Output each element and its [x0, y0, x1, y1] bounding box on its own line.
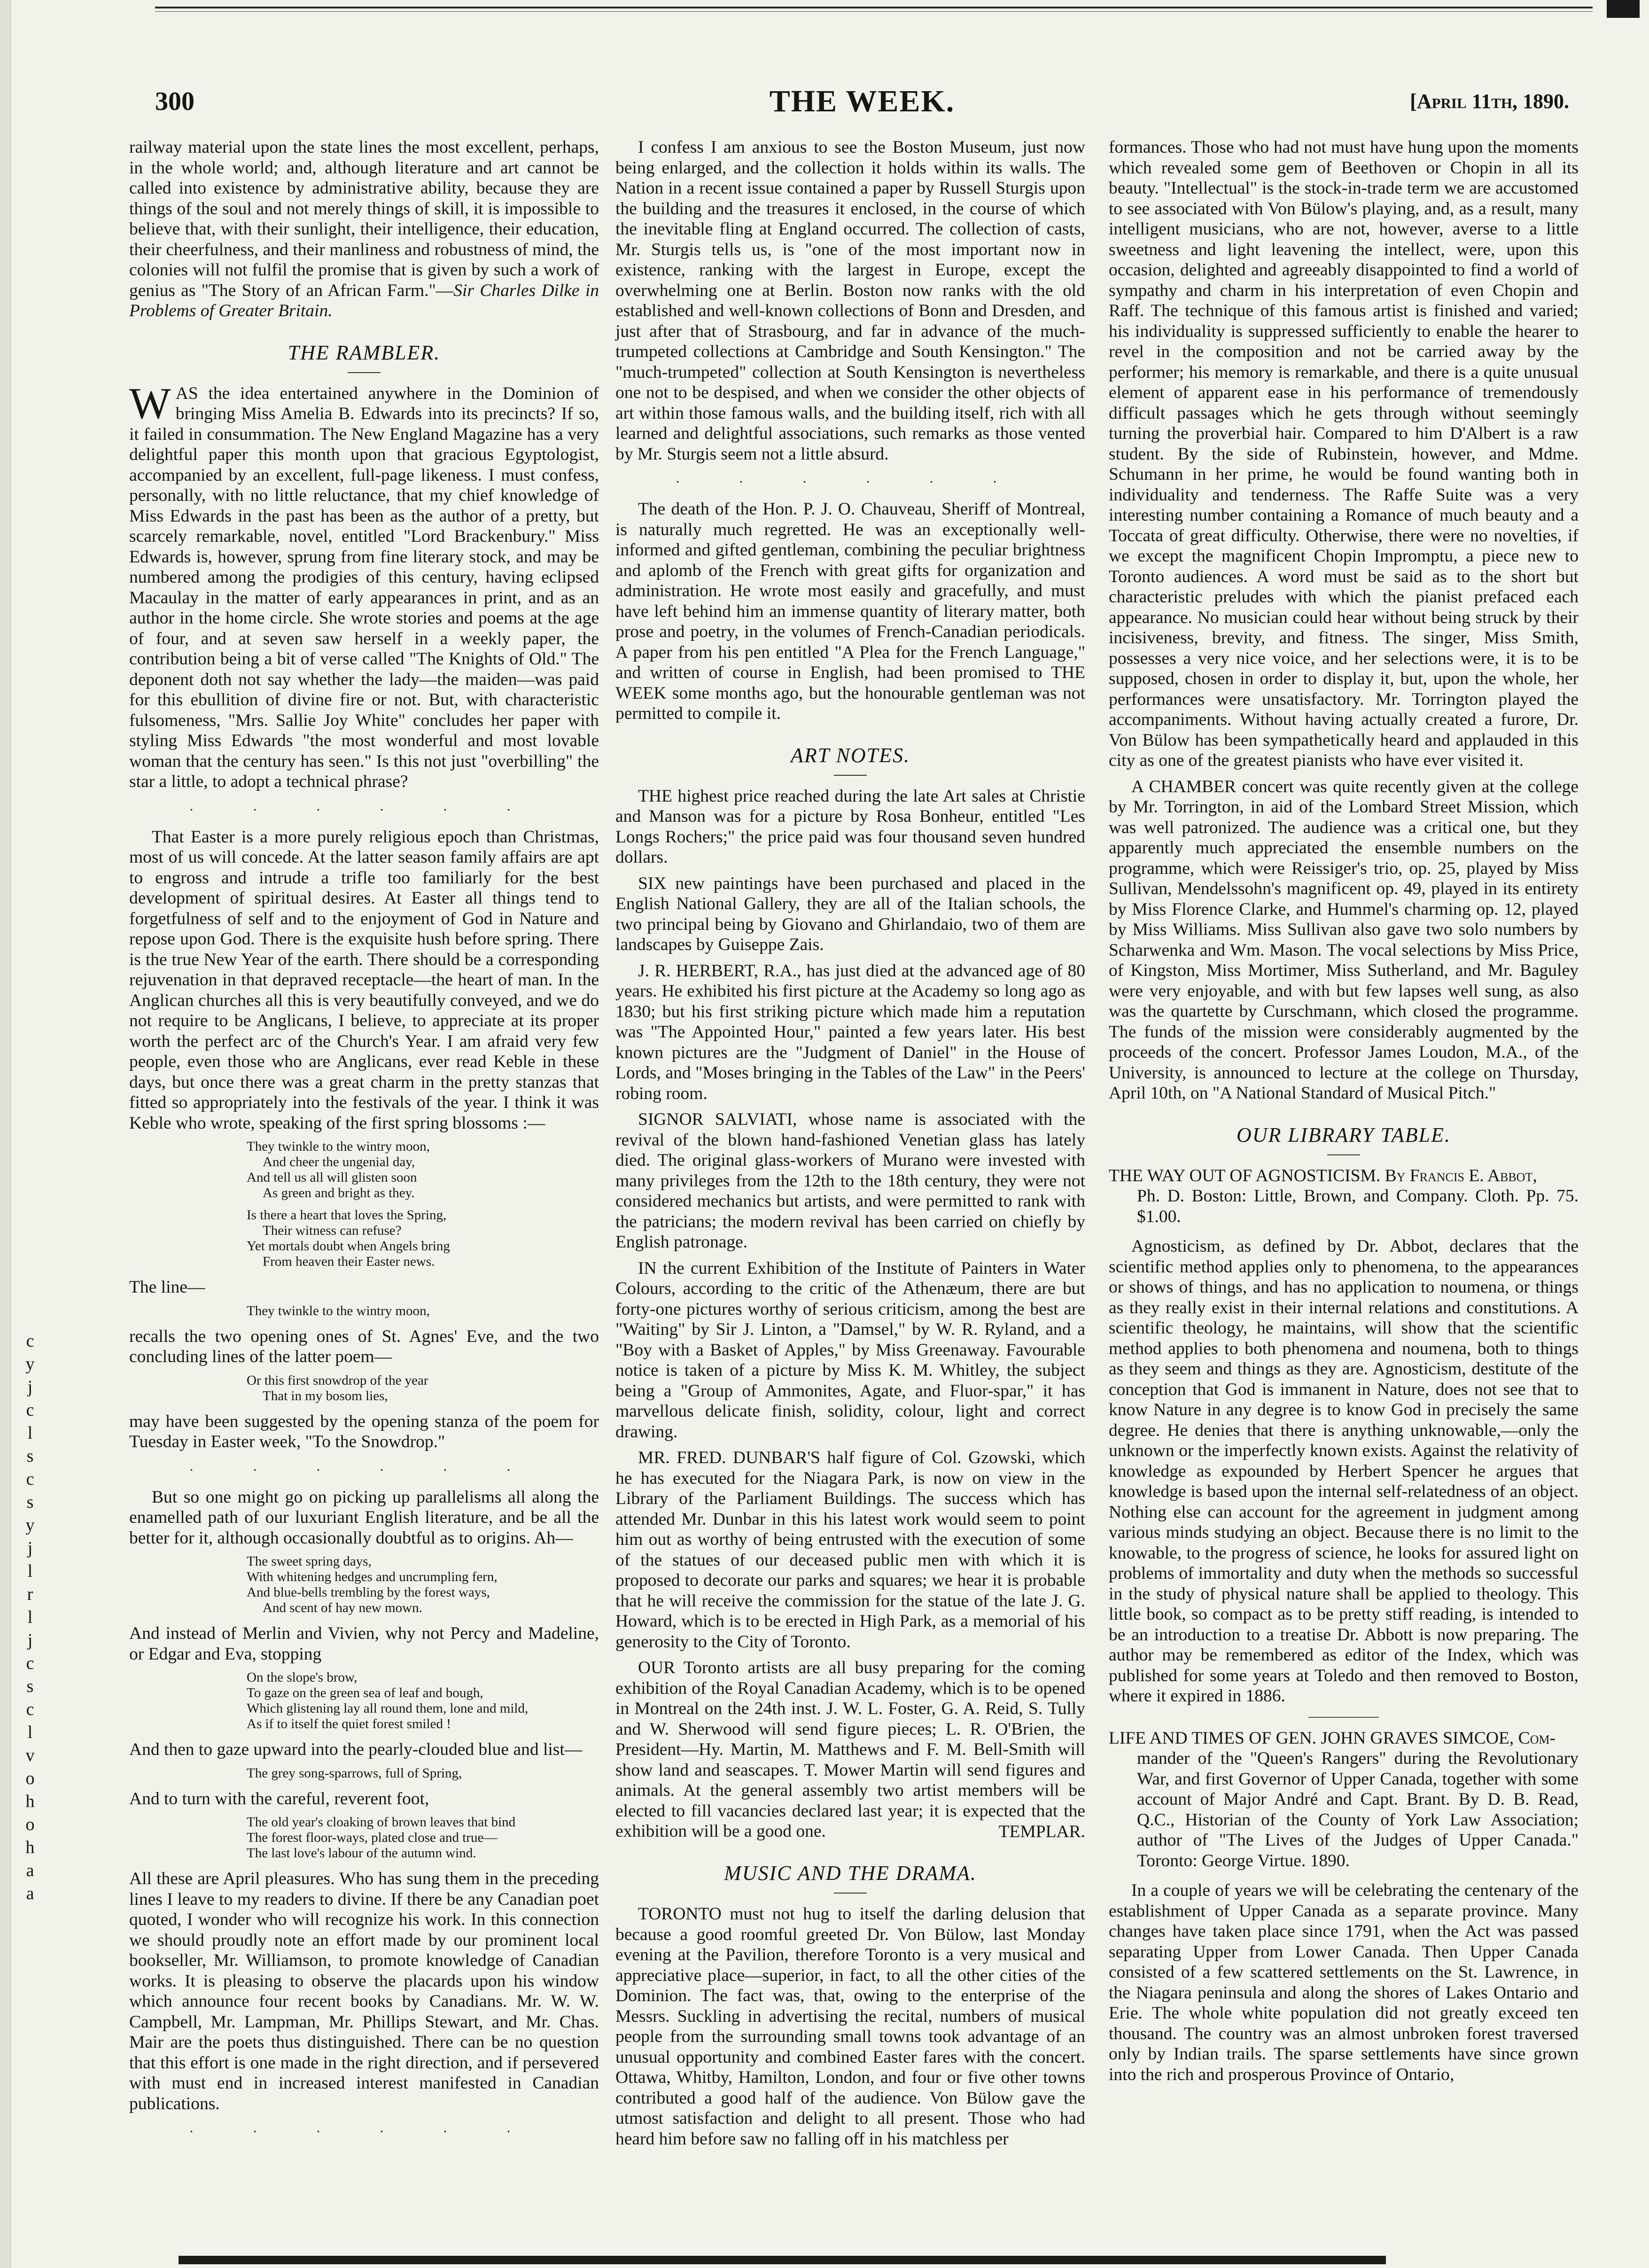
- paragraph: A CHAMBER concert was quite recently given at the college by Mr. Torrington, in aid of the Lombard Street Mission, which was well patronized. The audience was a critical one, but they apparently much appreciated the ensemble numbers on the programme, which were Reissiger's trio, op. 25, played by Miss Sullivan, Mendelssohn's magnificent op. 49, played in its entirety by Miss Florence Clarke, and Hummel's charming op. 12, played by Miss Williams. Miss Sullivan also gave two solo numbers by Scharwenka and Wm. Mason. The vocal selections by Miss Price, of Kingston, Miss Mortimer, Miss Sutherland, and Mr. Baguley were very enjoyable, and with but few lapses well sung, as also was the quartette by Curschmann, which closed the programme. The funds of the mission were considerably augmented by the proceeds of the concert. Professor James Loudon, M.A., of the University, is announced to lecture at the college on Thursday, April 10th, on "A National Standard of Musical Pitch.": [1109, 777, 1579, 1103]
- corner-mark: [1607, 0, 1640, 18]
- poem-line: Or this first snowdrop of the year: [247, 1372, 428, 1388]
- poem-line: Is there a heart that loves the Spring,: [247, 1208, 447, 1223]
- margin-letter: s: [26, 1492, 34, 1512]
- book-title: THE WAY OUT OF AGNOSTICISM. By Francis E. Abbot,: [1109, 1166, 1537, 1185]
- poem-line: And tell us all will glisten soon: [247, 1170, 417, 1185]
- margin-letter: l: [27, 1607, 33, 1627]
- poem-line: The last love's labour of the autumn wind.: [247, 1846, 476, 1861]
- poem-quote: [247, 1303, 599, 1319]
- separator-dots: . . . . . .: [189, 1458, 539, 1474]
- poem-quote: [247, 1766, 599, 1781]
- separator-rule: [1308, 1717, 1379, 1718]
- margin-letter: s: [26, 1446, 34, 1466]
- poem-line: The sweet spring days,: [247, 1554, 372, 1569]
- separator-dots: . . . . . .: [189, 798, 539, 814]
- page-left-edge: [0, 0, 11, 2268]
- poem-line: To gaze on the green sea of leaf and bough,: [247, 1685, 483, 1700]
- paragraph: formances. Those who had not must have hung upon the moments which revealed some gem of Beethoven or Chopin in all its beauty. "Intellectual" is the stock-in-trade term we are accustomed to see associated with Von Bülow's playing, and, as a result, many intelligent musicians, who are not, however, averse to a little sweetness and light leavening the intellect, were, upon this occasion, delighted and agreeably disappointed to find a world of sympathy and charm in his interpretation of even Chopin and Raff. The technique of this famous artist is finished and varied; his individuality is suppressed sufficiently to enable the hearer to revel in the composition and not be carried away by the performer; his memory is remarkable, and there is a quite unusual element of apparent ease in his performance of tremendously difficult passages which he gets through without seemingly turning the proverbial hair. Compared to him D'Albert is a raw student. By the side of Rubinstein, however, and Mdme. Schumann in her prime, he would be found wanting both in individuality and tenderness. The Raffe Suite was a very interesting number containing a Romance of much beauty and a Toccata of great difficulty. Otherwise, there were no novelties, if we except the magnificent Chopin Impromptu, a piece new to Toronto audiences. A word must be said as to the short but characteristic preludes with which the pianist prefaced each appearance. No musician could hear without being struck by their incisiveness, brevity, and fitness. The singer, Miss Smith, possesses a very nice voice, and her selections were, it is to be supposed, chosen in order to display it, but, upon the whole, her performances were unsatisfactory. Mr. Torrington played the accompaniments. Without having actually created a furore, Dr. Von Bülow has been sympathetically heard and applauded in this city as one of the greatest pianists who have ever visited it.: [1109, 138, 1579, 770]
- poem-line: Their witness can refuse?: [263, 1223, 402, 1238]
- poem-line: The grey song-sparrows, full of Spring,: [247, 1765, 462, 1781]
- column-2: [615, 137, 1085, 2155]
- margin-letter: y: [25, 1354, 35, 1374]
- paragraph: But so one might go on picking up parallelisms all along the enamelled path of our luxuriant English literature, and be all the better for it, although occasionally doubtful as to origins. Ah—: [129, 1487, 599, 1548]
- margin-letter: y: [25, 1515, 35, 1535]
- paragraph: SIGNOR SALVIATI, whose name is associated with the revival of the blown hand-fashioned Venetian glass has lately died. The original glass-workers of Murano were invested with many privileges from the 12th to the 18th century, they were not considered mechanics but artists, and were permitted to rank with the patricians; the modern revival has been carried on chiefly by English patronage.: [615, 1110, 1085, 1252]
- section-heading-library: OUR LIBRARY TABLE.: [1109, 1123, 1579, 1155]
- margin-letter: v: [25, 1746, 35, 1765]
- poem-line: Which glistening lay all round them, lone and mild,: [247, 1701, 529, 1716]
- poem-line: And scent of hay new mown.: [263, 1600, 422, 1615]
- poem-line: That in my bosom lies,: [263, 1388, 388, 1403]
- rambler-paragraph: WAS the idea entertained anywhere in the Dominion of bringing Miss Amelia B. Edwards into its precincts? If so, it failed in consummation. The New England Magazine has a very delightful paper this month upon that gracious Egyptologist, accompanied by an excellent, full-page likeness. I must confess, personally, with no little reluctance, that my chief knowledge of Miss Edwards in the past has been as the author of a pretty, but scarcely remarkable, novel, entitled "Lord Brackenbury." Miss Edwards is, however, sprung from fine literary stock, and may be numbered among the prodigies of this century, having eclipsed Macaulay in the matter of early appearances in print, and as an author in the home circle. She wrote stories and poems at the age of four, and at seven saw herself in a weekly paper, the contribution being a bit of verse called "The Knights of Old." The deponent doth not say whether the lady—the maiden—was paid for this ebullition of divine fire or not. But, with characteristic fulsomeness, "Mrs. Sallie Joy White" concludes her paper with styling Miss Edwards "the most wonderful and most lovable woman that the century has seen." Is this not just "overbilling" the star a little, to adopt a technical phrase?: [129, 379, 599, 791]
- paragraph: TORONTO must not hug to itself the darling delusion that because a good roomful greeted Dr. Von Bülow, last Monday evening at the Pavilion, therefore Toronto is a very musical and appreciative place—superior, in fact, to all the other cities of the Dominion. The fact was, that, owing to the enterprise of the Messrs. Suckling in advertising the recital, numbers of musical people from the surrounding small towns took advantage of an unusual opportunity and combined Easter fares with the concert. Ottawa, Whitby, Hamilton, London, and four or five other towns contributed a good half of the audience. Von Bülow gave the utmost satisfaction and delight to all present. Those who had heard him before saw no falling off in his matchless per: [615, 1904, 1085, 2149]
- poem-line: From heaven their Easter news.: [263, 1254, 435, 1269]
- rambler-paragraph: That Easter is a more purely religious epoch than Christmas, most of us will concede. At the latter season family affairs are apt to engross and intrude a trifle too familiarly for the best development of spiritual desires. At Easter all things tend to forgetfulness of self and to the enjoyment of God in Nature and repose upon God. There is the exquisite hush before spring. There is the true New Year of the earth. There should be a corresponding rejuvenation in that depraved receptacle—the heart of man. In the Anglican churches all this is very beautifully conveyed, and we do not require to be Anglicans, I believe, to appreciate at its proper worth the perfect arc of the Church's Year. I am afraid very few people, even those who are Anglicans, ever read Keble in these days, but once there was a great charm in the pretty stanzas that fitted so appropriately into the festivals of the year. I think it was Keble who wrote, speaking of the first spring blossoms :—: [129, 827, 599, 1133]
- book-entry-heading: [1109, 1166, 1579, 1227]
- column-1: [129, 137, 599, 2149]
- paragraph: IN the current Exhibition of the Institute of Painters in Water Colours, according to the critic of the Athenæum, there are but forty-one pictures worthy of serious criticism, among the best are "Waiting" by Sir J. Linton, a "Damsel," by W. R. Ryland, and a "Boy with a Basket of Apples," by Miss Greenaway. Favourable notice is taken of a picture by Miss K. M. Whitley, the subject being a "Group of Ammonites, Agate, and Fluor-spar," it has marvellous delicate finish, solidity, colour, light and correct drawing.: [615, 1258, 1085, 1442]
- section-heading-rambler: THE RAMBLER.: [129, 341, 599, 373]
- bottom-rule: [179, 2256, 1386, 2264]
- poem-line: Yet mortals doubt when Angels bring: [247, 1239, 450, 1254]
- paragraph: And to turn with the careful, reverent foot,: [129, 1789, 429, 1808]
- margin-letter: c: [26, 1653, 34, 1673]
- paragraph: In a couple of years we will be celebrating the centenary of the establishment of Upper Canada as a separate province. Many changes have taken place since 1791, when the Act was passed separating Upper from Lower Canada. Then Upper Canada consisted of a few scattered settlements on the St. Lawrence, in the Niagara peninsula and along the shores of Lakes Ontario and Erie. The whole white population did not greatly exceed ten thousand. The country was an almost unbroken forest traversed only by Indian trails. The sparse settlements have since grown into the rich and prosperous Province of Ontario,: [1109, 1881, 1579, 2084]
- margin-letter: l: [27, 1423, 33, 1443]
- masthead: [155, 86, 1569, 119]
- margin-letter: j: [27, 1377, 33, 1397]
- margin-letter: j: [27, 1538, 33, 1558]
- paragraph: OUR Toronto artists are all busy preparing for the coming exhibition of the Royal Canadian Academy, which is to be opened in Montreal on the 24th inst. J. W. L. Foster, G. A. Reid, S. Tully and W. Sherwood will send figure pieces; L. R. O'Brien, the President—Hy. Martin, M. Matthews and F. M. Bell-Smith will show land and seascapes. T. Mower Martin will send figures and animals. At the general assembly two artist members will be elected to fill vacancies declared last year; it is expected that the exhibition will be a good one.: [615, 1658, 1085, 1841]
- paragraph: may have been suggested by the opening stanza of the poem for Tuesday in Easter week, "To the Snowdrop.": [129, 1411, 599, 1451]
- margin-letters: [21, 1330, 39, 1905]
- margin-letter: c: [26, 1400, 34, 1420]
- signature: TEMPLAR.: [998, 1822, 1085, 1841]
- poem-line: As if to itself the quiet forest smiled !: [247, 1716, 451, 1731]
- margin-letter: r: [27, 1584, 33, 1604]
- margin-letter: o: [25, 1769, 35, 1788]
- page-number: 300: [155, 87, 194, 116]
- book-title: LIFE AND TIMES OF GEN. JOHN GRAVES SIMCOE, Com-: [1109, 1728, 1556, 1748]
- paragraph: J. R. HERBERT, R.A., has just died at the advanced age of 80 years. He exhibited his first picture at the Academy so long ago as 1830; but his first striking picture which made him a reputation was "The Appointed Hour," painted a few years later. His best known pictures are the "Judgment of Daniel" in the House of Lords, and "Moses bringing in the Tables of the Law" in the Peers' robing room.: [615, 961, 1085, 1103]
- poem-quote: [247, 1815, 599, 1861]
- book-details: Ph. D. Boston: Little, Brown, and Company. Cloth. Pp. 75. $1.00.: [1137, 1186, 1579, 1226]
- poem-line: As green and bright as they.: [263, 1185, 415, 1200]
- poem-line: The old year's cloaking of brown leaves that bind: [247, 1815, 516, 1830]
- poem-quote: [247, 1373, 599, 1404]
- issue-date: [April 11th, 1890.: [1410, 90, 1569, 113]
- separator-dots: . . . . . .: [676, 470, 1025, 486]
- book-details: mander of the "Queen's Rangers" during the Revolutionary War, and first Governor of Upper Canada, together with some account of Major André and Capt. Brant. By D. B. Read, Q.C., Historian of the County of York Law Association; author of "The Lives of the Judges of Upper Canada." Toronto: George Virtue. 1890.: [1137, 1749, 1579, 1871]
- intro-citation: Sir Charles Dilke in Problems of Greater Britain.: [129, 281, 599, 320]
- separator-dots: . . . . . .: [189, 2120, 539, 2136]
- column-3: [1109, 137, 1579, 2090]
- margin-letter: a: [26, 1884, 34, 1903]
- margin-letter: j: [27, 1630, 33, 1650]
- paragraph: Agnosticism, as defined by Dr. Abbot, declares that the scientific method applies only to phenomena, to the appearances or shows of things, and has no application to noumena, or things as they really exist in their internal relations and constitutions. A scientific theology, he maintains, will show that the scientific method applies to both phenomena and noumena, both to things as they seem and things as they are. Agnosticism, destitute of the conception that God is immanent in Nature, does not see that to know Nature in any degree is to know God in precisely the same degree. He denies that there is anything unknowable,—only the unknown or the imperfectly known exists. Against the relativity of knowledge as expounded by Herbert Spencer he argues that knowledge is based upon the internal self-relatedness of an object. Nothing else can account for the agreement in judgment among various minds studying an object. Because there is no limit to the knowable, to the progress of science, he looks for assured light on problems of immortality and duty when the methods so successful in the study of physical nature shall be applied to theology. This little book, so compact as to be pretty stiff reading, is intended to be an introduction to a treatise Dr. Abbott is now preparing. The author may be remembered as editor of the Index, which was published for some years at Toledo and then removed to Boston, where it expired in 1886.: [1109, 1237, 1579, 1706]
- paragraph: MR. FRED. DUNBAR'S half figure of Col. Gzowski, which he has executed for the Niagara Park, is now on view in the Library of the Parliament Buildings. The success which has attended Mr. Dunbar in this his latest work would seem to point him out as worthy of being entrusted with the execution of some of the statues of our deceased public men with which it is proposed to decorate our parks and squares; we hear it is probable that he will receive the commission for the statue of the late J. G. Howard, which is to be erected in High Park, as a memorial of his generosity to the City of Toronto.: [615, 1448, 1085, 1652]
- paragraph: And then to gaze upward into the pearly-clouded blue and list—: [129, 1740, 583, 1759]
- poem-line: They twinkle to the wintry moon,: [247, 1139, 430, 1154]
- paragraph: The death of the Hon. P. J. O. Chauveau, Sheriff of Montreal, is naturally much regretted. He was an exceptionally well-informed and gifted gentleman, combining the peculiar brightness and aplomb of the French with great gifts for organization and administration. He wrote most easily and gracefully, and must have left behind him an immense quantity of literary matter, both prose and poetry, in the volumes of French-Canadian periodicals. A paper from his pen entitled "A Plea for the French Language," and written of course in English, had been promised to THE WEEK some months ago, but the honourable gentleman was not permitted to compile it.: [615, 499, 1085, 723]
- paragraph: And instead of Merlin and Vivien, why not Percy and Madeline, or Edgar and Eva, stopping: [129, 1624, 599, 1664]
- poem-line: The forest floor-ways, plated close and true—: [247, 1830, 498, 1845]
- poem-line: And cheer the ungenial day,: [263, 1154, 415, 1169]
- margin-letter: c: [26, 1331, 34, 1351]
- poem-quote: [247, 1554, 599, 1616]
- section-heading-music: MUSIC AND THE DRAMA.: [615, 1862, 1085, 1894]
- poem-line: They twinkle to the wintry moon,: [247, 1303, 430, 1318]
- paragraph: All these are April pleasures. Who has sung them in the preceding lines I leave to my readers to divine. If there be any Canadian poet quoted, I wonder who will recognize his work. In this connection we should proudly note an effort made by our prominent local bookseller, Mr. Williamson, to promote knowledge of Canadian works. It is pleasing to observe the placards upon his window which announce four recent books by Canadians. Mr. W. W. Campbell, Mr. Lampman, Mr. Phillips Stewart, and Mr. Chas. Mair are the poets thus distinguished. There can be no question that this effort is one made in the right direction, and if persevered with must end in increased interest manifested in Canadian publications.: [129, 1869, 599, 2113]
- section-heading-art-notes: ART NOTES.: [615, 744, 1085, 776]
- intro-paragraph: railway material upon the state lines the most excellent, perhaps, in the whole world; and, although literature and art cannot be called into existence by administrative ability, because they are things of the soul and not merely things of skill, it is impossible to believe that, with their sunlight, their intelligence, their education, their cheerfulness, and their manliness and robustness of mind, the colonies will not fulfil the promise that is given by such a work of genius as "The Story of an African Farm."—Sir Charles Dilke in Problems of Greater Britain.: [129, 138, 599, 320]
- margin-letter: l: [27, 1722, 33, 1742]
- poem-quote: [247, 1670, 599, 1732]
- book-entry-heading: [1109, 1728, 1579, 1871]
- margin-letter: c: [26, 1699, 34, 1719]
- poem-quote: [247, 1139, 599, 1270]
- paragraph: SIX new paintings have been purchased and placed in the English National Gallery, they are all of the Italian schools, the two principal being by Giovano and Ghirlandaio, two of them are landscapes by Guiseppe Zais.: [615, 873, 1085, 954]
- margin-letter: o: [25, 1815, 35, 1834]
- paragraph: recalls the two opening ones of St. Agnes' Eve, and the two concluding lines of the latter poem—: [129, 1326, 599, 1366]
- paragraph: I confess I am anxious to see the Boston Museum, just now being enlarged, and the collection it holds within its walls. The Nation in a recent issue contained a paper by Russell Sturgis upon the building and the treasures it enclosed, in the course of which the inevitable fling at England occurred. The collection of casts, Mr. Sturgis tells us, is "one of the most important now in existence, ranking with the largest in Europe, except the overwhelming one at Berlin. Boston now ranks with the old established and well-known collections of Bonn and Dresden, and just after that of Strasbourg, and far in advance of the much-trumpeted collections at Cambridge and South Kensington." The "much-trumpeted" collection at South Kensington is nevertheless one not to be despised, and when we consider the other objects of art within those famous walls, and the building itself, rich with all learned and delightful associations, such remarks as those vented by Mr. Sturgis seem not a little absurd.: [615, 138, 1085, 464]
- newspaper-title: THE WEEK.: [769, 84, 955, 118]
- margin-letter: s: [26, 1676, 34, 1696]
- margin-letter: l: [27, 1561, 33, 1581]
- margin-letter: c: [26, 1469, 34, 1489]
- margin-letter: a: [26, 1861, 34, 1880]
- margin-letter: h: [25, 1792, 35, 1811]
- poem-line: With whitening hedges and uncrumpling fern,: [247, 1569, 498, 1584]
- drop-cap: W: [129, 379, 171, 428]
- top-rule-thin: [155, 11, 1593, 12]
- top-rule: [155, 7, 1593, 8]
- paragraph: The line—: [129, 1278, 205, 1297]
- paragraph: THE highest price reached during the late Art sales at Christie and Manson was for a picture by Rosa Bonheur, entitled "Les Longs Rochers;" the price paid was four thousand seven hundred dollars.: [615, 786, 1085, 867]
- margin-letter: h: [25, 1838, 35, 1857]
- poem-line: On the slope's brow,: [247, 1670, 358, 1685]
- poem-line: And blue-bells trembling by the forest ways,: [247, 1585, 490, 1600]
